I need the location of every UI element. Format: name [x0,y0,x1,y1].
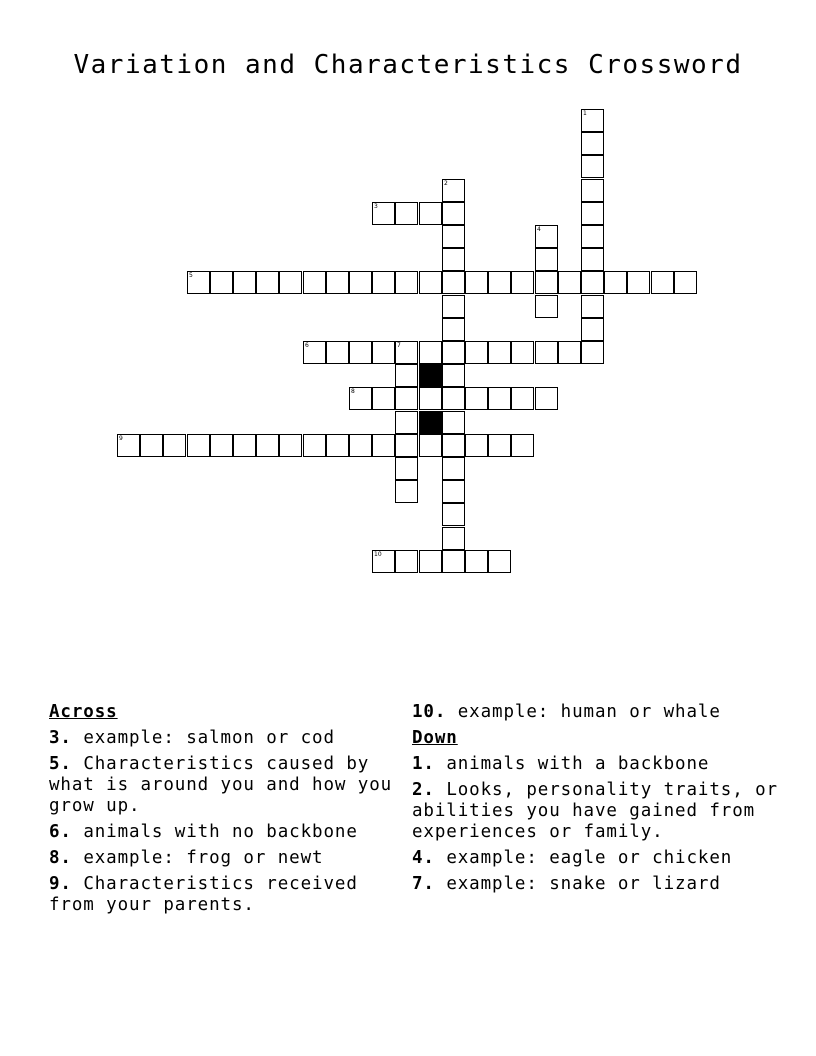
grid-cell[interactable] [233,434,256,457]
grid-cell[interactable] [419,434,442,457]
grid-cell[interactable] [349,271,372,294]
grid-cell[interactable] [349,434,372,457]
grid-cell[interactable] [372,341,395,364]
clue-across-5 [49,754,409,817]
grid-cell[interactable] [535,248,558,271]
clue-text: example: salmon or cod [83,728,335,748]
cell-number: 3 [374,203,378,210]
clue-text: example: snake or lizard [446,874,721,894]
grid-cell[interactable] [581,179,604,202]
grid-cell[interactable] [674,271,697,294]
grid-cell[interactable] [372,434,395,457]
clue-across-3 [49,728,409,749]
grid-cell[interactable] [558,271,581,294]
grid-cell[interactable] [581,225,604,248]
grid-cell[interactable] [303,341,326,364]
black-cell [419,411,442,434]
grid-cell[interactable] [326,271,349,294]
grid-cell[interactable] [303,434,326,457]
grid-cell[interactable] [256,434,279,457]
grid-cell[interactable] [279,271,302,294]
grid-cell[interactable] [581,155,604,178]
page-title: Variation and Characteristics Crossword [73,50,743,80]
clue-down-1 [412,754,782,775]
grid-cell[interactable] [442,202,465,225]
cell-number: 8 [351,388,355,395]
grid-cell[interactable] [326,434,349,457]
clue-number: 2. [412,780,435,800]
grid-cell[interactable] [256,271,279,294]
grid-cell[interactable] [395,341,418,364]
grid-cell[interactable] [210,434,233,457]
grid-cell[interactable] [627,271,650,294]
grid-cell[interactable] [187,271,210,294]
grid-cell[interactable] [419,271,442,294]
cell-number: 6 [305,342,309,349]
grid-cell[interactable] [581,132,604,155]
grid-cell[interactable] [349,387,372,410]
grid-cell[interactable] [395,411,418,434]
grid-cell[interactable] [465,341,488,364]
grid-cell[interactable] [465,434,488,457]
down-heading: Down [412,728,458,748]
grid-cell[interactable] [442,271,465,294]
grid-cell[interactable] [511,387,534,410]
grid-cell[interactable] [419,550,442,573]
grid-cell[interactable] [488,271,511,294]
clue-number: 5. [49,754,72,774]
clue-number: 8. [49,848,72,868]
grid-cell[interactable] [442,411,465,434]
clue-across-10 [412,702,782,723]
across-heading: Across [49,702,118,722]
black-cell [419,364,442,387]
grid-cell[interactable] [465,271,488,294]
grid-cell[interactable] [372,387,395,410]
grid-cell[interactable] [488,434,511,457]
grid-cell[interactable] [651,271,674,294]
grid-cell[interactable] [187,434,210,457]
grid-cell[interactable] [117,434,140,457]
clue-down-2 [412,780,782,843]
grid-cell[interactable] [511,341,534,364]
grid-cell[interactable] [488,550,511,573]
grid-cell[interactable] [442,480,465,503]
grid-cell[interactable] [395,480,418,503]
grid-cell[interactable] [535,295,558,318]
grid-cell[interactable] [419,387,442,410]
grid-cell[interactable] [581,271,604,294]
clue-number: 7. [412,874,435,894]
grid-cell[interactable] [395,434,418,457]
clue-across-9 [49,874,409,916]
clue-number: 4. [412,848,435,868]
grid-cell[interactable] [395,202,418,225]
clue-text: Looks, personality traits, or abilities you have gained from experiences or family. [412,780,778,842]
grid-cell[interactable] [233,271,256,294]
cell-number: 2 [444,180,448,187]
grid-cell[interactable] [372,202,395,225]
cell-number: 9 [119,435,123,442]
grid-cell[interactable] [163,434,186,457]
cell-number: 5 [189,272,193,279]
grid-cell[interactable] [395,387,418,410]
clues-column-right [412,702,782,900]
clue-text: animals with no backbone [83,822,358,842]
grid-cell[interactable] [442,248,465,271]
grid-cell[interactable] [279,434,302,457]
grid-cell[interactable] [419,341,442,364]
clue-text: Characteristics caused by what is around you and how you grow up. [49,754,393,816]
clue-number: 6. [49,822,72,842]
grid-cell[interactable] [581,318,604,341]
grid-cell[interactable] [442,457,465,480]
grid-cell[interactable] [395,364,418,387]
grid-cell[interactable] [442,364,465,387]
grid-cell[interactable] [558,341,581,364]
grid-cell[interactable] [349,341,372,364]
grid-cell[interactable] [442,387,465,410]
clue-number: 10. [412,702,447,722]
cell-number: 7 [397,342,401,349]
grid-cell[interactable] [326,341,349,364]
grid-cell[interactable] [511,271,534,294]
grid-cell[interactable] [442,434,465,457]
grid-cell[interactable] [581,295,604,318]
grid-cell[interactable] [303,271,326,294]
grid-cell[interactable] [442,179,465,202]
grid-cell[interactable] [604,271,627,294]
grid-cell[interactable] [581,202,604,225]
clue-down-7 [412,874,782,895]
grid-cell[interactable] [511,434,534,457]
clues-column-left [49,702,409,921]
grid-cell[interactable] [419,202,442,225]
grid-cell[interactable] [465,550,488,573]
grid-cell[interactable] [442,503,465,526]
grid-cell[interactable] [442,341,465,364]
grid-cell[interactable] [372,550,395,573]
grid-cell[interactable] [372,271,395,294]
grid-cell[interactable] [395,271,418,294]
grid-cell[interactable] [535,225,558,248]
cell-number: 1 [583,110,587,117]
grid-cell[interactable] [581,248,604,271]
clue-text: example: human or whale [457,702,721,722]
grid-cell[interactable] [465,387,488,410]
grid-cell[interactable] [210,271,233,294]
clue-text: animals with a backbone [446,754,710,774]
clue-text: example: frog or newt [83,848,324,868]
grid-cell[interactable] [442,225,465,248]
grid-cell[interactable] [488,387,511,410]
clue-number: 3. [49,728,72,748]
grid-cell[interactable] [395,457,418,480]
cell-number: 10 [374,551,382,558]
grid-cell[interactable] [442,550,465,573]
grid-cell[interactable] [581,341,604,364]
clue-number: 1. [412,754,435,774]
grid-cell[interactable] [488,341,511,364]
clue-across-6 [49,822,409,843]
grid-cell[interactable] [140,434,163,457]
grid-cell[interactable] [535,271,558,294]
cell-number: 4 [537,226,541,233]
grid-cell[interactable] [442,318,465,341]
grid-cell[interactable] [442,295,465,318]
clue-across-8 [49,848,409,869]
clue-text: Characteristics received from your parents. [49,874,358,915]
clue-text: example: eagle or chicken [446,848,733,868]
grid-cell[interactable] [535,387,558,410]
grid-cell[interactable] [535,341,558,364]
grid-cell[interactable] [442,527,465,550]
clue-down-4 [412,848,782,869]
clue-number: 9. [49,874,72,894]
grid-cell[interactable] [395,550,418,573]
grid-cell[interactable] [581,109,604,132]
